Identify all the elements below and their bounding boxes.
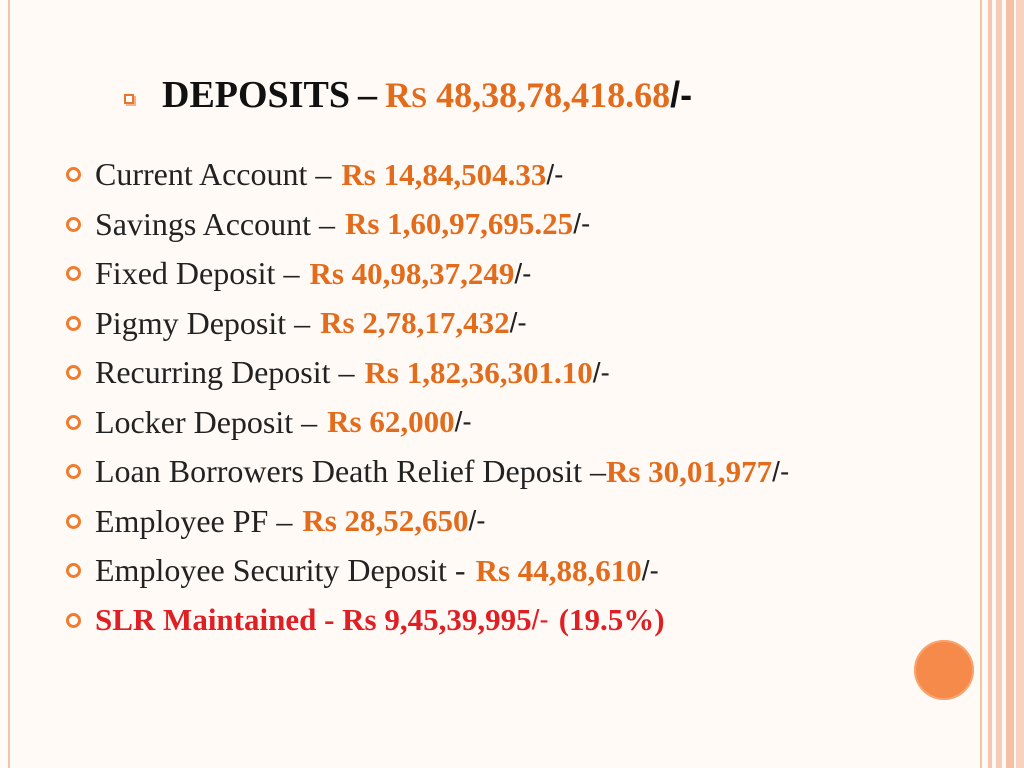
circle-bullet-icon (66, 217, 81, 232)
list-item-slr (66, 596, 789, 646)
circle-bullet-icon (66, 415, 81, 430)
right-stripe (988, 0, 992, 768)
item-suffix: /- (454, 406, 472, 438)
list-item (66, 398, 789, 448)
item-label: Employee Security Deposit - (95, 552, 466, 589)
item-amount: Rs 44,88,610 (475, 552, 642, 588)
list-item (66, 348, 789, 398)
title-amount-s: S (410, 82, 428, 114)
item-label: Employee PF – (95, 502, 293, 539)
item-amount: Rs 40,98,37,249 (309, 255, 515, 291)
circle-bullet-icon (66, 365, 81, 380)
item-amount: Rs 1,82,36,301.10 (364, 354, 593, 390)
circle-bullet-icon (66, 464, 81, 479)
list-item (66, 299, 789, 349)
item-label: Fixed Deposit – (95, 255, 300, 292)
title-label: DEPOSITS (162, 74, 350, 116)
item-amount: Rs 62,000 (327, 404, 455, 440)
orange-circle-decoration (914, 640, 974, 700)
list-item (66, 497, 789, 547)
title-amount (385, 74, 670, 116)
circle-bullet-icon (66, 514, 81, 529)
item-label: Locker Deposit – (95, 403, 318, 440)
item-suffix: /- (509, 307, 527, 339)
deposit-list (66, 150, 789, 645)
right-stripe (1016, 0, 1024, 768)
slr-label: SLR Maintained - Rs 9,45,39,995 (95, 602, 532, 638)
circle-bullet-icon (66, 316, 81, 331)
item-suffix: /- (592, 356, 610, 388)
left-border-line (8, 0, 10, 768)
right-stripe (996, 0, 1002, 768)
item-suffix: /- (573, 208, 591, 240)
item-amount: Rs 14,84,504.33 (341, 156, 547, 192)
right-stripe (1006, 0, 1014, 768)
circle-bullet-icon (66, 563, 81, 578)
square-bullet-icon (124, 94, 134, 104)
item-suffix: /- (546, 158, 564, 190)
item-label: Pigmy Deposit – (95, 304, 311, 341)
item-suffix: /- (514, 257, 532, 289)
title-dash: – (357, 74, 377, 116)
item-amount: Rs 30,01,977 (605, 453, 773, 489)
list-item (66, 447, 789, 497)
list-item (66, 150, 789, 200)
item-label: Recurring Deposit – (95, 354, 355, 391)
slr-percent: (19.5%) (558, 602, 665, 638)
item-suffix: /- (468, 505, 486, 537)
slide-title (124, 70, 692, 120)
list-item (66, 249, 789, 299)
title-amount-r: R (384, 75, 411, 115)
item-label: Savings Account – (95, 205, 335, 242)
list-item (66, 546, 789, 596)
item-suffix: /- (641, 554, 659, 586)
circle-bullet-icon (66, 613, 81, 628)
title-amount-value: 48,38,78,418.68 (427, 75, 671, 115)
circle-bullet-icon (66, 167, 81, 182)
title-suffix: /- (670, 74, 693, 115)
circle-bullet-icon (66, 266, 81, 281)
list-item (66, 200, 789, 250)
item-label: Current Account – (95, 156, 332, 193)
item-suffix: /- (772, 455, 790, 487)
item-amount: Rs 1,60,97,695.25 (344, 206, 574, 242)
right-stripe (980, 0, 982, 768)
slr-suffix: /- (531, 604, 549, 636)
item-amount: Rs 28,52,650 (302, 503, 469, 539)
item-label: Loan Borrowers Death Relief Deposit – (95, 453, 606, 490)
item-amount: Rs 2,78,17,432 (320, 305, 510, 341)
